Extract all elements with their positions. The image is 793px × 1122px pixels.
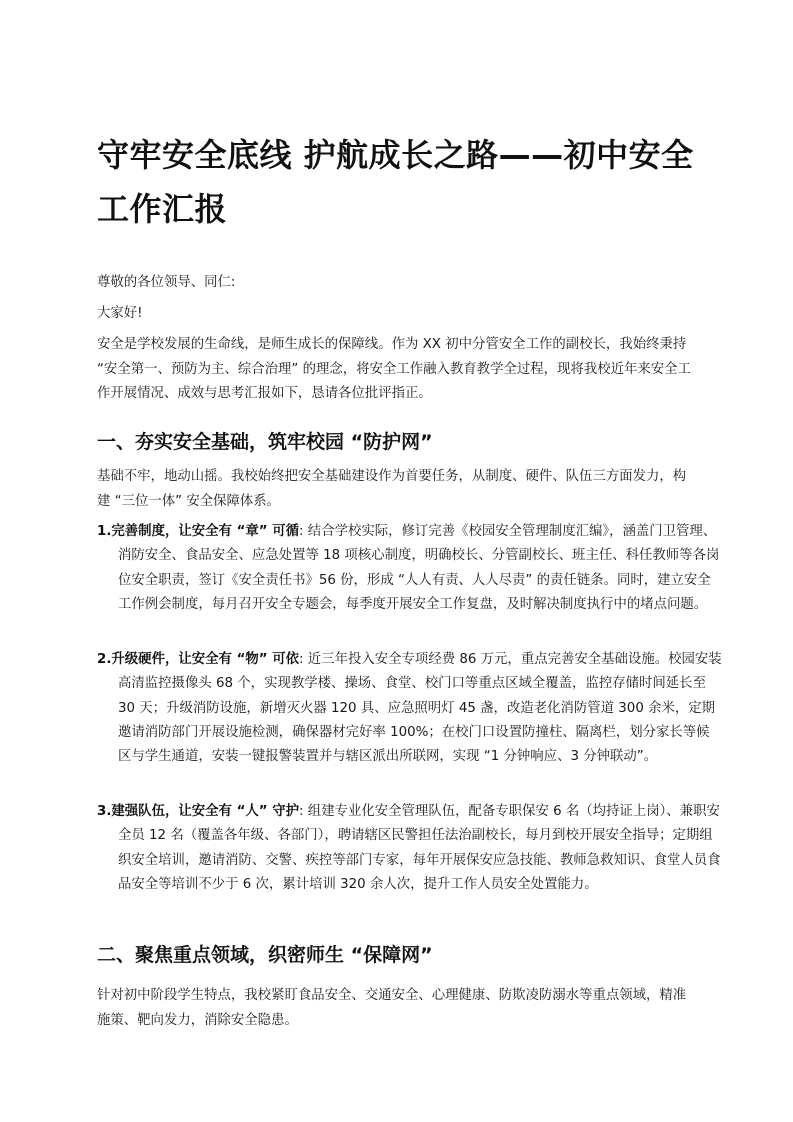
list-item-text: : 结合学校实际，修订完善《校园安全管理制度汇编》，涵盖门卫管理、消防安全、食品安全、应急处置等 18 项核心制度，明确校长、分管副校长、班主任、科任教师等各岗位安全职责，签订《安全责任书》56 份，形成 “人人有责、人人尽责” 的责任链条。同时，建立安全工作例会制度，每月召开安全专题会，每季度开展安全工作复盘，及时解决制度执行中的堵点问题。 (118, 524, 720, 612)
intro-paragraph: 安全是学校发展的生命线，是师生成长的保障线。作为 XX 初中分管安全工作的副校长，我始终秉持 “安全第一、预防为主、综合治理” 的理念，将安全工作融入教育教学全过程，现将我校近年来安全工作开展情况、成效与思考汇报如下，恳请各位批评指正。 (97, 337, 691, 401)
list-item-text: : 近三年投入安全专项经费 86 万元，重点完善安全基础设施。校园安装高清监控摄像头 68 个，实现教学楼、操场、食堂、校门口等重点区域全覆盖，监控存储时间延长至 30 天；升级消防设施，新增灭火器 120 具、应急照明灯 45 盏，改造老化消防管道 300 余米，定期邀请消防部门开展设施检测，确保器材完好率 100%；在校门口设置防撞柱、隔离栏，划分家长等候区与学生通道，安装一键报警装置并与辖区派出所联网，实现 “1 分钟响应、3 分钟联动”。 (118, 652, 722, 765)
section-2-heading: 二、聚焦重点领域，织密师生 “保障网” (97, 944, 433, 966)
section-1-heading: 一、夯实安全基础，筑牢校园 “防护网” (97, 431, 433, 453)
greeting: 大家好! (97, 306, 143, 321)
list-item (97, 800, 722, 897)
list-item-label: 3.建强队伍，让安全有 “人” 守护 (97, 804, 300, 819)
list-item-text: : 组建专业化安全管理队伍，配备专职保安 6 名（均持证上岗）、兼职安全员 12 名（覆盖各年级、各部门），聘请辖区民警担任法治副校长，每月到校开展安全指导；定期组织安全培训，邀请消防、交警、疾控等部门专家，每年开展保安应急技能、教师急救知识、食堂人员食品安全等培训不少于 6 次，累计培训 320 余人次，提升工作人员安全处置能力。 (118, 804, 721, 892)
list-item-label: 2.升级硬件，让安全有 “物” 可依 (97, 652, 300, 667)
section-2-lead: 针对初中阶段学生特点，我校紧盯食品安全、交通安全、心理健康、防欺凌防溺水等重点领域，精准施策、靶向发力，消除安全隐患。 (97, 988, 687, 1028)
list-item-label: 1.完善制度，让安全有 “章” 可循 (97, 524, 300, 539)
document-title: 守牢安全底线 护航成长之路——初中安全工作汇报 (97, 136, 694, 228)
section-1-lead: 基础不牢，地动山摇。我校始终把安全基础建设作为首要任务，从制度、硬件、队伍三方面发力，构建 “三位一体” 安全保障体系。 (97, 469, 687, 509)
salutation: 尊敬的各位领导、同仁: (97, 275, 236, 290)
list-item (97, 648, 722, 769)
list-item (97, 520, 722, 617)
